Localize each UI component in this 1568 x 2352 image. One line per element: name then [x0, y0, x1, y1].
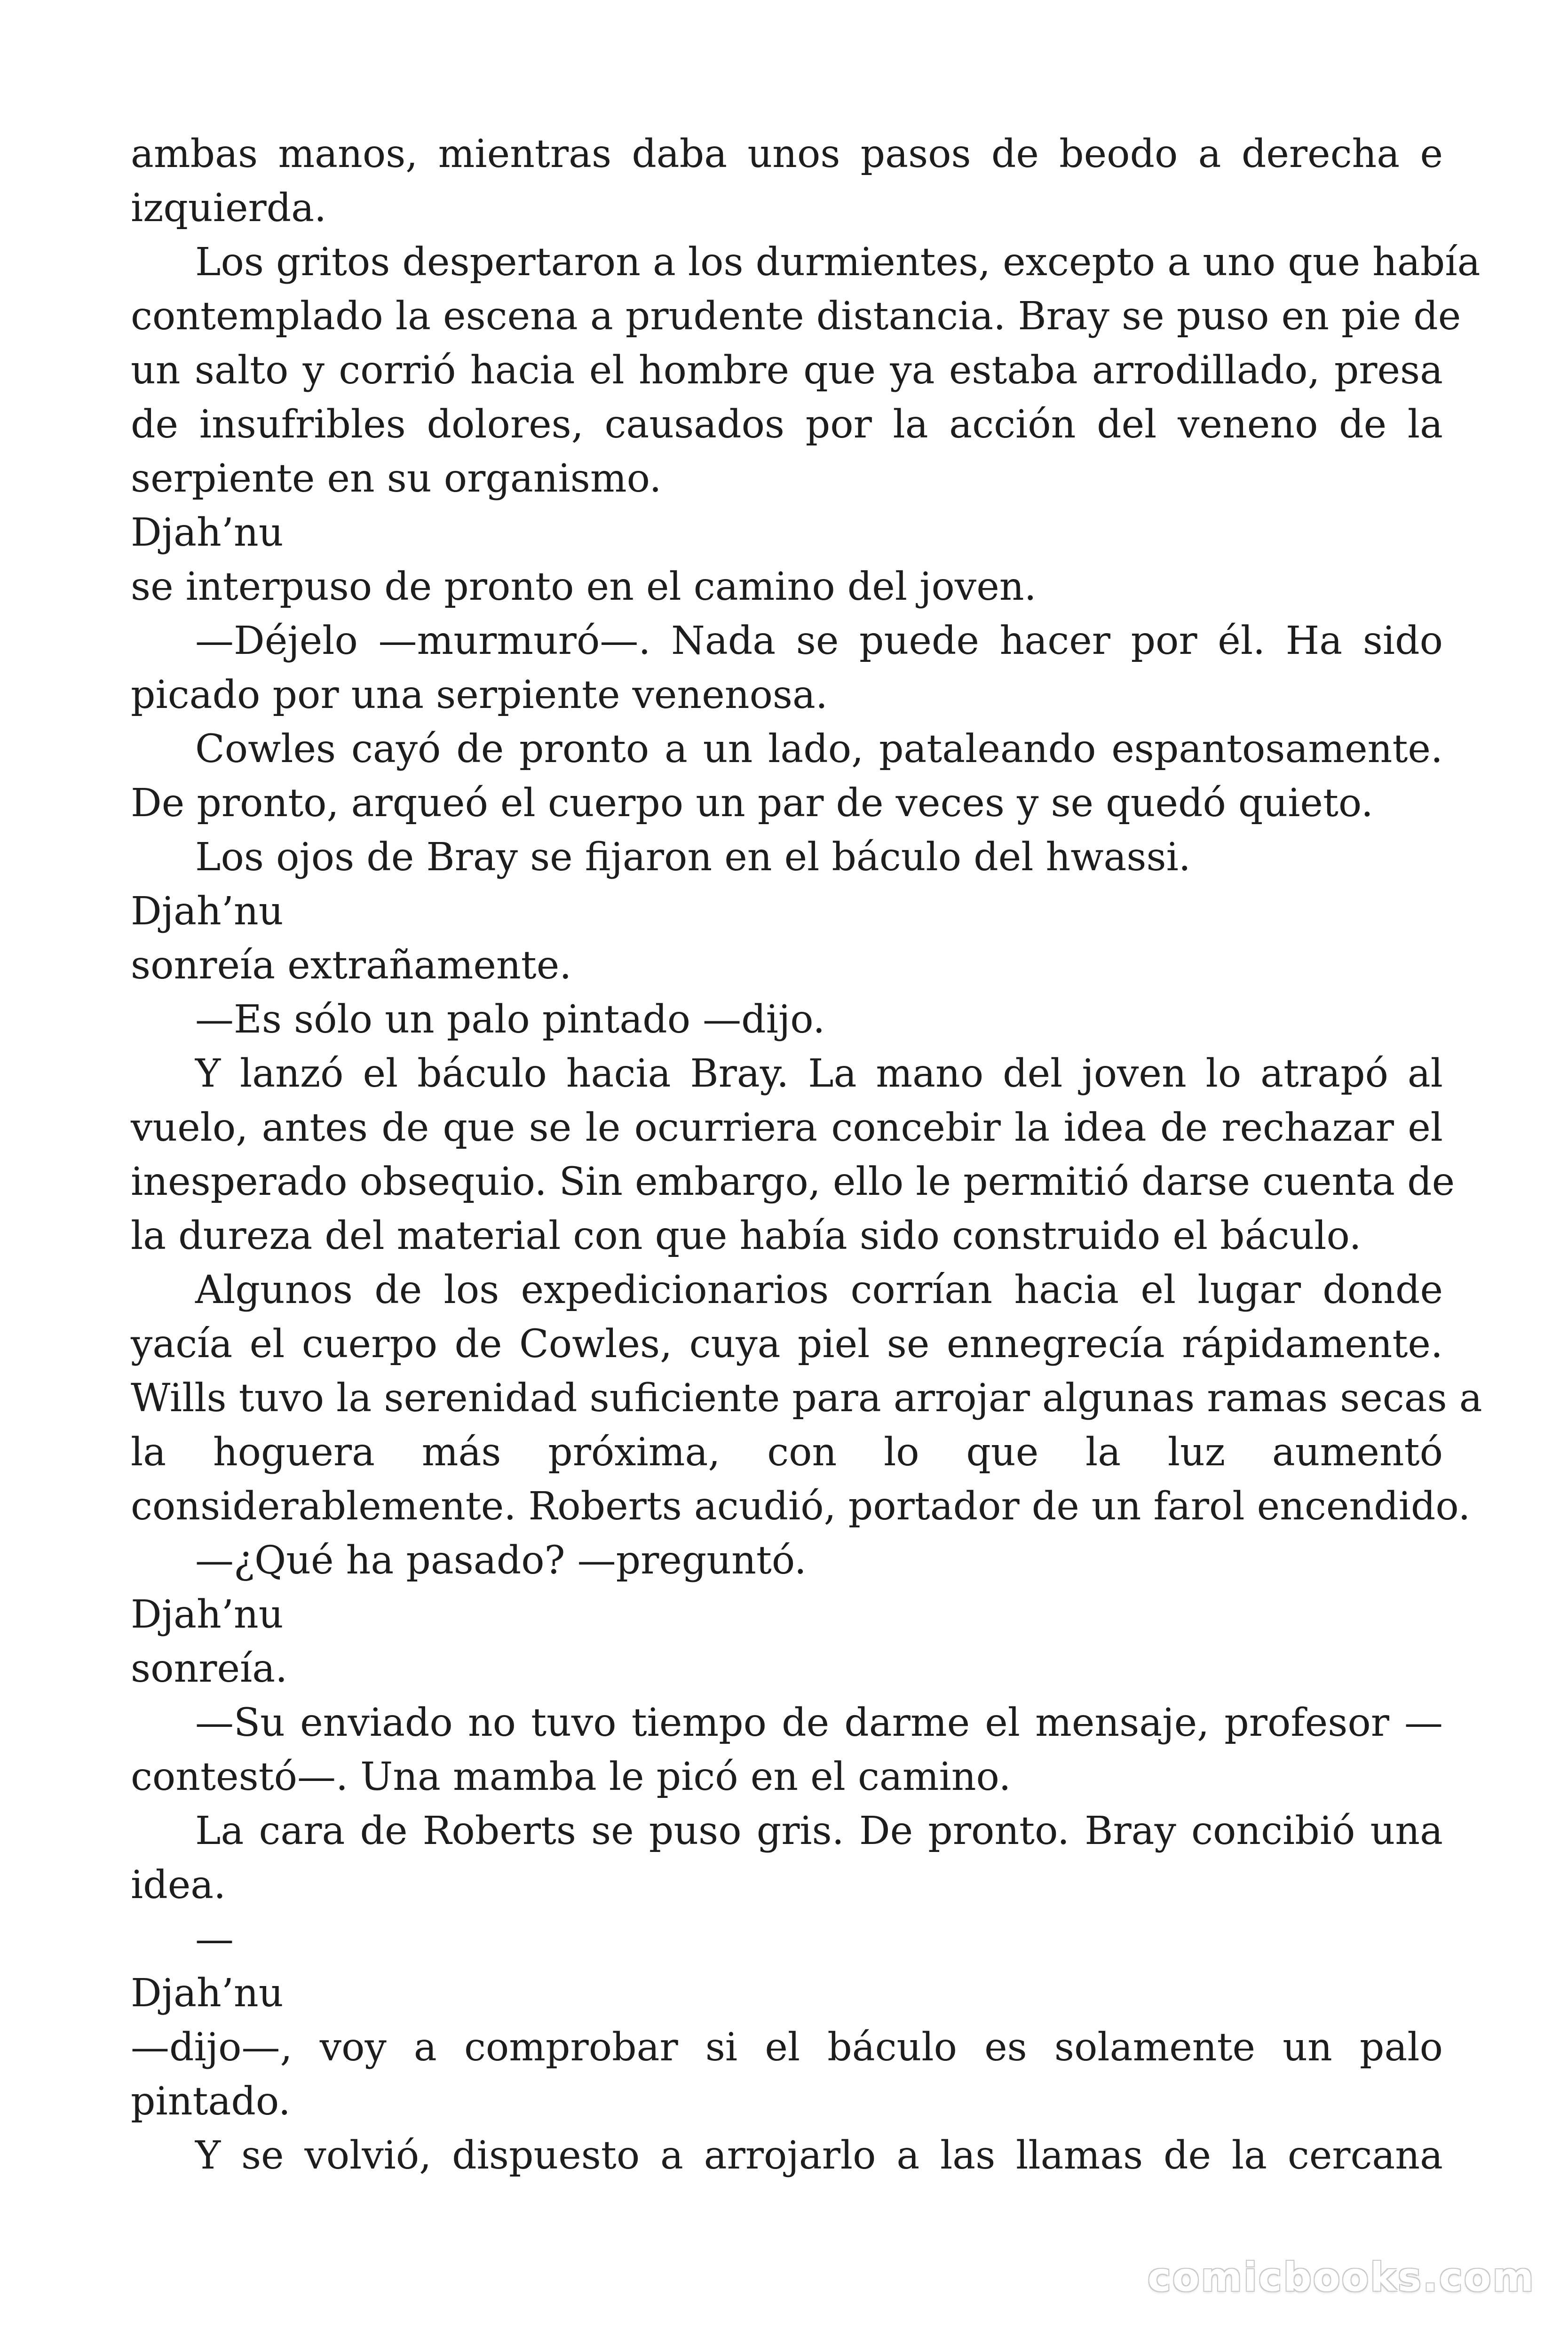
text-line: inesperado obsequio. Sin embargo, ello le permitió darse cuenta de [131, 1160, 1455, 1204]
text-line: considerablemente. Roberts acudió, portador de un farol encendido. [131, 1484, 1471, 1529]
text-line: —¿Qué ha pasado? —preguntó. [195, 1538, 807, 1583]
text-line: ambas manos, mientras daba unos pasos de beodo a derecha e [131, 132, 1443, 176]
text-line: yacía el cuerpo de Cowles, cuya piel se ennegrecía rápidamente. [131, 1322, 1443, 1367]
text-line: se interpuso de pronto en el camino del joven. [131, 564, 1037, 609]
text-line: De pronto, arqueó el cuerpo un par de veces y se quedó quieto. [131, 781, 1373, 826]
text-line: sonreía extrañamente. [131, 943, 572, 988]
text-line: —Es sólo un palo pintado —dijo. [195, 997, 825, 1042]
text-line: Algunos de los expedicionarios corrían hacia el lugar donde [195, 1268, 1443, 1312]
text-line: —Déjelo —murmuró—. Nada se puede hacer por él. Ha sido [195, 619, 1443, 663]
text-line: vuelo, antes de que se le ocurriera concebir la idea de rechazar el [131, 1105, 1443, 1150]
text-line: Y lanzó el báculo hacia Bray. La mano del joven lo atrapó al [195, 1051, 1443, 1096]
text-line: la hoguera más próxima, con lo que la luz aumentó [131, 1430, 1443, 1475]
text-line: Djah’nu [131, 1592, 284, 1637]
text-line: pintado. [131, 2079, 291, 2124]
text-line: contestó—. Una mamba le picó en el camino. [131, 1755, 1011, 1799]
text-line: —dijo—, voy a comprobar si el báculo es solamente un palo [131, 2025, 1443, 2070]
text-line: serpiente en su organismo. [131, 456, 662, 501]
text-line: sonreía. [131, 1646, 288, 1691]
text-line: la dureza del material con que había sido construido el báculo. [131, 1214, 1362, 1258]
text-line: Djah’nu [131, 1971, 284, 2016]
text-line: idea. [131, 1863, 226, 1907]
text-line: un salto y corrió hacia el hombre que ya estaba arrodillado, presa [131, 348, 1443, 393]
text-line: Y se volvió, dispuesto a arrojarlo a las llamas de la cercana [195, 2133, 1443, 2178]
text-line: Cowles cayó de pronto a un lado, pataleando espantosamente. [195, 727, 1443, 771]
text-line: La cara de Roberts se puso gris. De pronto. Bray concibió una [195, 1809, 1443, 1853]
text-line: izquierda. [131, 186, 327, 230]
text-line: —Su enviado no tuvo tiempo de darme el mensaje, profesor — [195, 1700, 1443, 1745]
text-line: picado por una serpiente venenosa. [131, 673, 828, 717]
watermark: comicbooks.com [1148, 2254, 1535, 2300]
text-line: de insufribles dolores, causados por la acción del veneno de la [131, 402, 1443, 447]
text-line: Wills tuvo la serenidad suficiente para arrojar algunas ramas secas a [131, 1376, 1482, 1421]
text-line: — [195, 1917, 234, 1962]
text-line: Los gritos despertaron a los durmientes, excepto a uno que había [195, 240, 1481, 285]
text-line: contemplado la escena a prudente distancia. Bray se puso en pie de [131, 294, 1461, 339]
page-body [131, 127, 1482, 2183]
text-line: Los ojos de Bray se fijaron en el báculo del hwassi. [195, 835, 1191, 880]
text-line: Djah’nu [131, 510, 284, 555]
text-line: Djah’nu [131, 889, 284, 934]
